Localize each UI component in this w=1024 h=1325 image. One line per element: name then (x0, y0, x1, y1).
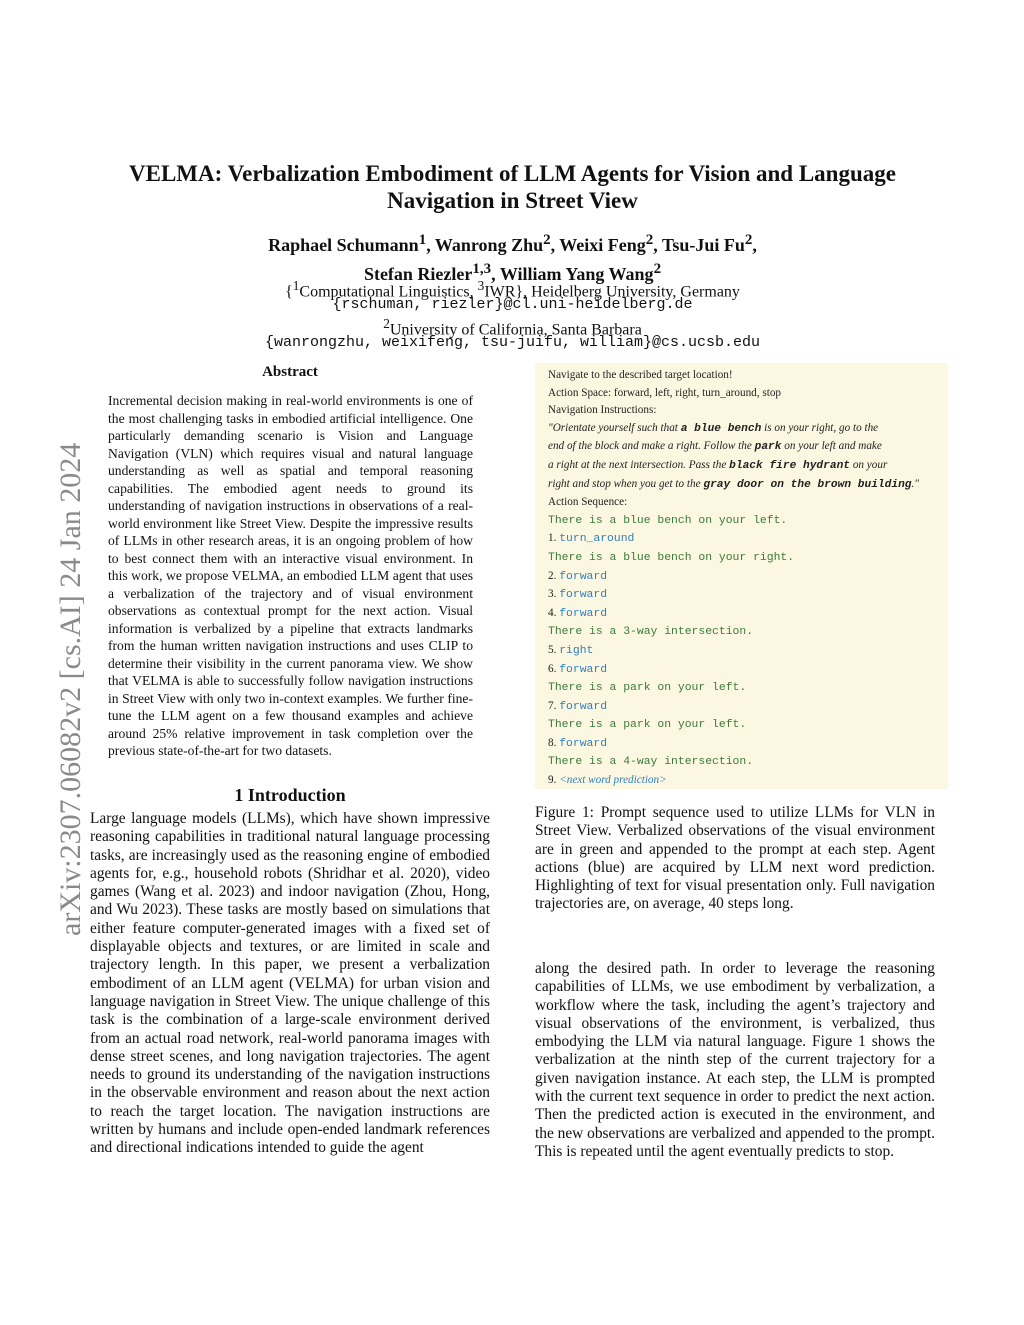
author-name: Tsu-Jui Fu (661, 235, 745, 255)
arxiv-identifier (36, 370, 87, 940)
author-name: Wanrong Zhu (434, 235, 544, 255)
author-sup: 2 (653, 261, 662, 277)
action-line (548, 735, 936, 754)
instruction-text: right and stop when you get to the (548, 477, 704, 490)
abstract-heading: Abstract (262, 364, 318, 380)
author-sup: 1 (418, 232, 427, 248)
observation-line (548, 753, 936, 772)
instruction-text: on your (850, 458, 888, 471)
affil-text: IWR}, Heidelberg University, Germany (484, 283, 740, 301)
affil-sup: 3 (477, 278, 485, 293)
final-step (548, 772, 936, 790)
instruction-line (548, 438, 936, 457)
landmark-highlight: gray door on the brown building (703, 478, 912, 491)
instruction-line (548, 420, 936, 439)
instruction-text: ." (911, 477, 919, 490)
brace: { (285, 283, 293, 301)
affil-sup: 2 (383, 316, 390, 331)
author-name: Stefan Riezler (363, 264, 473, 284)
action-line (548, 661, 936, 680)
affil-sup: 1 (292, 278, 300, 293)
action-line (548, 568, 936, 587)
affil-text: Computational Linguistics, (299, 283, 478, 301)
step-number: 6. (548, 662, 557, 675)
observation-line (548, 623, 936, 642)
author-sup: 2 (645, 232, 654, 248)
authors-line-1: Raphael Schumann$^1$, Wanrong Zhu$^2$, Weixi Feng$^2$, Tsu-Jui Fu$^2$, (268, 232, 757, 255)
action-line (548, 642, 936, 661)
action-text: forward (559, 700, 608, 713)
instruction-text: a right at the next intersection. Pass the (548, 458, 730, 471)
step-number: 2. (548, 569, 557, 582)
introduction-body: Large language models (LLMs), which have shown impressive reasoning capabilities in traditional natural language processing tasks, are increasingly used as the reasoning engine of embodied agents for, e.g., household robots (Shridhar et al. 2020), video games (Wang et al. 2023) and indoor navigation (Zhou, Hong, and Wu 2023). These tasks are mostly based on simulations that either feature computer-generated images with a fixed set of displayable objects and textures, or are limited in scale and trajectory length. In this paper, we present a verbalization embodiment of an LLM agent (VELMA) for urban vision and language navigation in Street View. The unique challenge of this task is the combination of a large-scale environment derived from an actual road network, real-world panorama images with dense street scenes, and long navigation trajectories. The agent needs to ground its understanding of the navigation instructions in the observable environment and reason about the next action to reach the target location. The navigation instructions are written by humans and include open-ended landmark references and directional indications intended to guide the agent (90, 810, 490, 1157)
action-text: right (559, 644, 594, 657)
landmark-highlight: park (754, 441, 782, 454)
action-line (548, 586, 936, 605)
abstract-body: Incremental decision making in real-world environments is one of the most challenging tasks in embodied artificial intelligence. One particularly demanding scenario is Vision and Language Navigation (VLN) which requires visual and natural language understanding as well as spatial and temporal reasoning capabilities. The embodied agent needs to ground its understanding of navigation instructions in observations of a real-world environment like Street View. Despite the impressive results of LLMs in other research areas, it is an ongoing problem of how to best connect them with an interactive visual environment. In this work, we propose VELMA, an embodied LLM agent that uses a verbalization of the trajectory and of visual environment observations as contextual prompt for the next action. Visual information is verbalized by a pipeline that extracts landmarks from the human written navigation instructions and uses CLIP to determine their visibility in the current panorama view. We show that VELMA is able to successfully follow navigation instructions in Street View with only two in-context examples. We further fine-tune the LLM agent on a few thousand examples and achieve around 25% relative improvement in task completion over the previous state-of-the-art for two datasets. (108, 393, 473, 758)
prompt-task: Navigate to the described target location! (548, 369, 733, 381)
observation-line (548, 512, 936, 531)
action-text: forward (559, 663, 608, 676)
observation-text: There is a park on your left. (548, 682, 747, 695)
observation-text: There is a blue bench on your left. (548, 514, 788, 527)
action-text: forward (559, 607, 608, 620)
action-sequence (548, 512, 936, 772)
instruction-line (548, 457, 936, 476)
email-ucsb: {wanrongzhu, weixifeng, tsu-juifu, william}@cs.ucsb.edu (264, 334, 761, 351)
step-number: 7. (548, 699, 557, 712)
figure-1-caption: Figure 1: Prompt sequence used to utilize LLMs for VLN in Street View. Verbalized observations of the visual environment are in green and appended to the prompt at each step. Agent actions (blue) are acquired by LLM next word prediction. Highlighting of text for visual presentation only. Full navigation trajectories are, on average, 40 steps long. (535, 804, 935, 913)
observation-text: There is a 4-way intersection. (548, 756, 754, 769)
author-name: William Yang Wang (499, 264, 654, 284)
author-name: Raphael Schumann (268, 235, 419, 255)
author-sup: 1,3 (472, 261, 492, 277)
right-column-body: along the desired path. In order to leverage the reasoning capabilities of LLMs, we use embodiment by verbalization, a workflow where the task, including the agent’s trajectory and visual observations of the environment, is verbalized, thus embodying the LLM via natural language. Figure 1 shows the verbalization at the ninth step of the current trajectory for a given navigation instance. At each step, the LLM is prompted with the current text sequence in order to predict the next action. Then the predicted action is executed in the environment, and the new observations are verbalized and appended to the prompt. This is repeated until the agent eventually predicts to stop. (535, 960, 936, 1160)
observation-text: There is a park on your left. (548, 719, 747, 732)
figure-1-prompt-box (535, 363, 948, 789)
step-number: 5. (548, 643, 557, 656)
landmark-highlight: black fire hydrant (729, 459, 851, 472)
step-number: 4. (548, 606, 557, 619)
observation-line (548, 716, 936, 735)
observation-text: There is a 3-way intersection. (548, 626, 754, 639)
action-text: turn_around (559, 533, 635, 546)
observation-text: There is a blue bench on your right. (548, 551, 795, 564)
instruction-text: on your left and make (781, 440, 882, 453)
action-text: forward (559, 737, 608, 750)
step-number: 8. (548, 736, 557, 749)
prompt-action-space: Action Space: forward, left, right, turn_around, stop (548, 386, 782, 399)
observation-line (548, 549, 936, 568)
section-heading-introduction: 1 Introduction (234, 785, 346, 805)
instruction-line (548, 476, 936, 495)
author-sup: 2 (543, 232, 551, 248)
landmark-highlight: a blue bench (680, 422, 762, 435)
affil-text: University of California, Santa Barbara (389, 321, 642, 339)
step-number: 1. (548, 532, 557, 545)
prompt-instructions-label: Navigation Instructions: (548, 404, 657, 417)
action-text: forward (559, 589, 608, 602)
action-line (548, 605, 936, 624)
email-heidelberg: {rschuman, riezler}@cl.uni-heidelberg.de (332, 296, 693, 313)
action-line (548, 530, 936, 549)
instruction-text: "Orientate yourself such that (548, 421, 681, 434)
authors-line-2: Stefan Riezler$^{1,3}$, William Yang Wang$^2$ (363, 261, 662, 284)
action-text: forward (559, 570, 608, 583)
action-line (548, 698, 936, 717)
paper-title: VELMA: Verbalization Embodiment of LLM Agents for Vision and Language Navigation in Street View (129, 161, 896, 213)
arxiv-id-text: arXiv:2307.06082v2 [cs.AI] 24 Jan 2024 (54, 442, 87, 936)
author-name: Weixi Feng (559, 235, 646, 255)
author-sup: 2 (744, 232, 753, 248)
prompt-sequence-label: Action Sequence: (548, 496, 628, 509)
instruction-text: end of the block and make a right. Follow the (548, 440, 755, 453)
observation-line (548, 679, 936, 698)
instruction-text: is on your right, go to the (761, 421, 879, 434)
step-number: 9. (548, 774, 557, 787)
step-number: 3. (548, 588, 557, 601)
next-word-prediction: <next word prediction> (559, 774, 667, 787)
